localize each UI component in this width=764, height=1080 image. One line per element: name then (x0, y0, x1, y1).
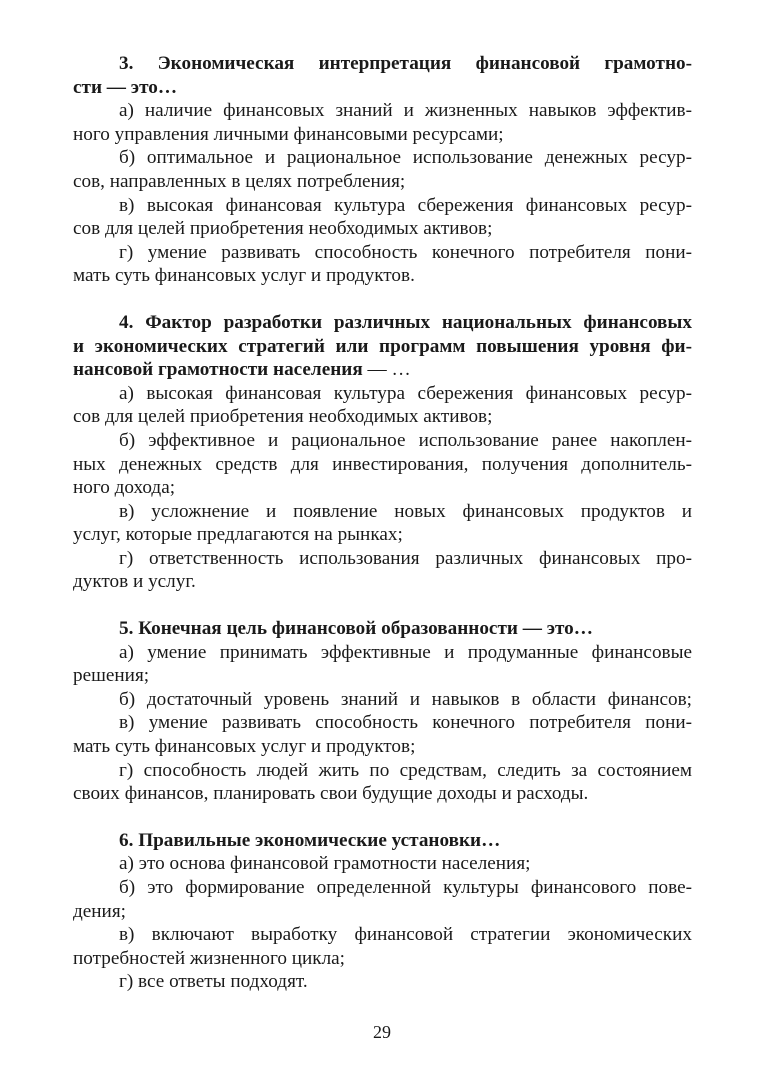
question-heading: сти — это… (73, 76, 178, 98)
question-heading-tail: — … (362, 359, 411, 381)
page-number: 29 (373, 1022, 391, 1042)
answer-option: дения; (73, 900, 126, 922)
answer-option: сов для целей приобретения необходимых активов; (73, 406, 493, 428)
answer-option: г) ответственность использования различных финансовых про- (119, 547, 692, 569)
answer-option: г) способность людей жить по средствам, следить за состоянием (119, 759, 692, 781)
question-5 (73, 617, 692, 806)
answer-option: в) усложнение и появление новых финансовых продуктов и (119, 500, 692, 522)
answer-option: мать суть финансовых услуг и продуктов; (73, 736, 416, 758)
answer-option: а) это основа финансовой грамотности населения; (119, 853, 531, 875)
question-heading-bold: нансовой грамотности населения (73, 359, 363, 381)
question-heading: 6. Правильные экономические установки… (119, 829, 501, 851)
question-6 (73, 829, 692, 994)
answer-option: г) умение развивать способность конечного потребителя пони- (119, 241, 692, 263)
answer-option: дуктов и услуг. (73, 571, 196, 593)
answer-option: решения; (73, 665, 150, 687)
question-heading: и экономических стратегий или программ повышения уровня фи- (73, 335, 692, 357)
question-heading (73, 358, 692, 382)
answer-option: сов для целей приобретения необходимых активов; (73, 218, 493, 240)
question-heading: 3. Экономическая интерпретация финансовой грамотно- (119, 53, 692, 74)
answer-option: г) все ответы подходят. (119, 971, 308, 993)
question-heading: 5. Конечная цель финансовой образованности — это… (119, 618, 593, 640)
answer-option: а) высокая финансовая культура сбережения финансовых ресур- (119, 382, 692, 404)
question-3 (73, 52, 692, 288)
answer-option: б) достаточный уровень знаний и навыков в области финансов; (119, 688, 692, 710)
answer-option: б) эффективное и рациональное использование ранее накоплен- (119, 429, 692, 451)
answer-option: услуг, которые предлагаются на рынках; (73, 524, 403, 546)
answer-option: ного дохода; (73, 477, 176, 499)
answer-option: ного управления личными финансовыми ресурсами; (73, 123, 504, 145)
question-heading: 4. Фактор разработки различных национальных финансовых (119, 311, 692, 333)
answer-option: мать суть финансовых услуг и продуктов. (73, 265, 415, 287)
answer-option: потребностей жизненного цикла; (73, 947, 346, 969)
answer-option: ных денежных средств для инвестирования, получения дополнитель- (73, 453, 692, 475)
answer-option: б) оптимальное и рациональное использование денежных ресур- (119, 147, 692, 169)
answer-option: в) включают выработку финансовой стратегии экономических (119, 924, 692, 946)
answer-option: а) умение принимать эффективные и продуманные финансовые (119, 641, 692, 663)
answer-option: в) высокая финансовая культура сбережения финансовых ресур- (119, 194, 692, 216)
answer-option: а) наличие финансовых знаний и жизненных навыков эффектив- (119, 100, 692, 122)
answer-option: сов, направленных в целях потребления; (73, 170, 406, 192)
answer-option: б) это формирование определенной культуры финансового пове- (119, 877, 692, 898)
question-4 (73, 311, 692, 594)
answer-option: своих финансов, планировать свои будущие доходы и расходы. (73, 783, 589, 805)
answer-option: в) умение развивать способность конечного потребителя пони- (119, 712, 692, 734)
